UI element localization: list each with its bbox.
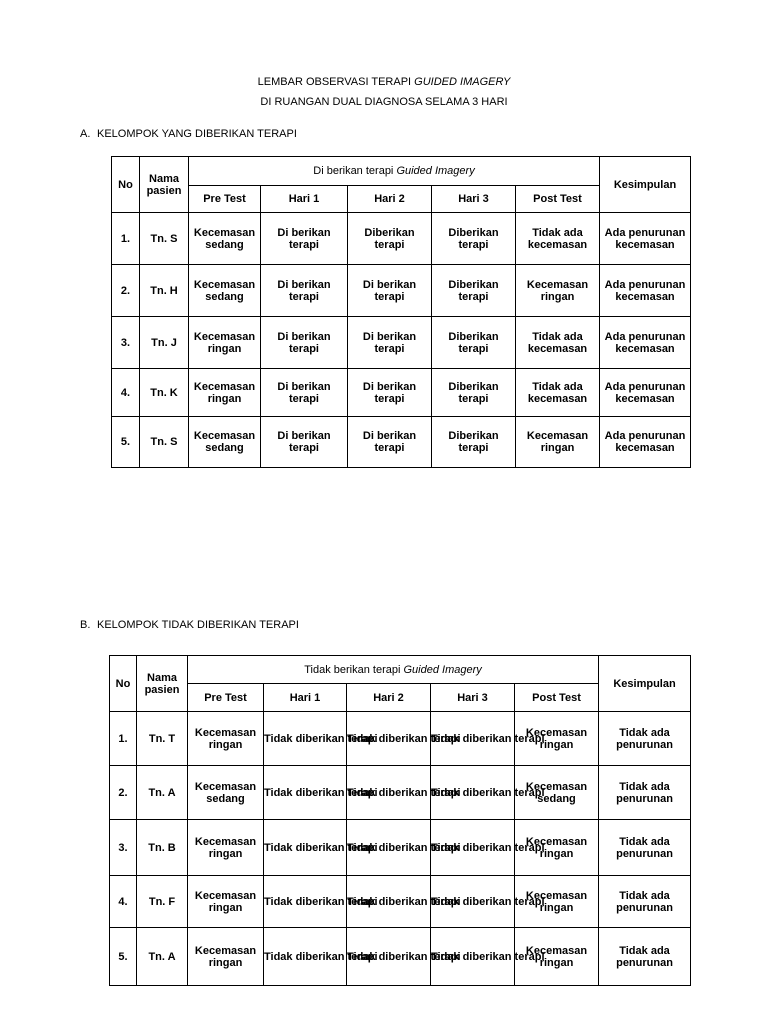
table-row — [112, 213, 691, 265]
header-hari-1: Hari 1 — [264, 684, 347, 712]
section-b-letter: B. — [80, 619, 91, 631]
cell-no: 3. — [110, 820, 137, 876]
section-b-heading — [80, 619, 299, 631]
cell-hari-2: Diberikan terapi — [348, 213, 432, 265]
cell-kesimpulan: Ada penurunan kecemasan — [600, 417, 691, 468]
table-row — [110, 876, 691, 928]
header-no: No — [110, 656, 137, 712]
header-hari-1: Hari 1 — [261, 186, 348, 213]
cell-post-test: Tidak ada kecemasan — [516, 369, 600, 417]
cell-kesimpulan: Tidak ada penurunan — [599, 928, 691, 986]
cell-hari-3: Tidak diberikan terapi — [431, 820, 515, 876]
group-italic: Guided Imagery — [403, 663, 482, 676]
header-hari-2: Hari 2 — [348, 186, 432, 213]
cell-pre-test: Kecemasan ringan — [189, 317, 261, 369]
cell-hari-3: Diberikan terapi — [432, 369, 516, 417]
cell-nama: Tn. H — [140, 265, 189, 317]
cell-hari-1: Di berikan terapi — [261, 369, 348, 417]
cell-hari-2: Tidak diberikan terapi — [347, 876, 431, 928]
group-italic: Guided Imagery — [396, 165, 475, 177]
cell-hari-3: Tidak diberikan terapi — [431, 712, 515, 766]
table-row — [110, 928, 691, 986]
cell-post-test: Kecemasan ringan — [516, 265, 600, 317]
table-row — [110, 766, 691, 820]
cell-pre-test: Kecemasan ringan — [188, 876, 264, 928]
title-prefix: LEMBAR OBSERVASI TERAPI — [257, 76, 412, 88]
cell-pre-test: Kecemasan ringan — [188, 820, 264, 876]
cell-hari-2: Tidak diberikan terapi — [347, 928, 431, 986]
cell-hari-2: Tidak diberikan terapi — [347, 766, 431, 820]
cell-hari-1: Tidak diberikan terapi — [264, 766, 347, 820]
cell-no: 2. — [112, 265, 140, 317]
header-nama: Nama pasien — [140, 157, 189, 213]
header-kesimpulan: Kesimpulan — [599, 656, 691, 712]
cell-pre-test: Kecemasan ringan — [188, 712, 264, 766]
cell-no: 1. — [112, 213, 140, 265]
cell-kesimpulan: Tidak ada penurunan — [599, 876, 691, 928]
cell-post-test: Kecemasan ringan — [516, 417, 600, 468]
table-row — [110, 820, 691, 876]
cell-hari-2: Tidak diberikan terapi — [347, 820, 431, 876]
table-row — [112, 317, 691, 369]
section-b-title: KELOMPOK TIDAK DIBERIKAN TERAPI — [97, 619, 299, 631]
cell-hari-2: Di berikan terapi — [348, 317, 432, 369]
cell-no: 5. — [110, 928, 137, 986]
header-nama: Nama pasien — [137, 656, 188, 712]
section-a-title: KELOMPOK YANG DIBERIKAN TERAPI — [97, 128, 297, 140]
section-a-heading — [80, 128, 297, 140]
cell-post-test: Tidak ada kecemasan — [516, 317, 600, 369]
cell-hari-1: Di berikan terapi — [261, 213, 348, 265]
cell-pre-test: Kecemasan sedang — [189, 417, 261, 468]
cell-hari-2: Di berikan terapi — [348, 417, 432, 468]
cell-kesimpulan: Tidak ada penurunan — [599, 766, 691, 820]
table-row — [112, 265, 691, 317]
cell-hari-2: Di berikan terapi — [348, 369, 432, 417]
cell-hari-3: Diberikan terapi — [432, 317, 516, 369]
cell-nama: Tn. S — [140, 417, 189, 468]
cell-pre-test: Kecemasan ringan — [188, 928, 264, 986]
cell-post-test: Kecemasan ringan — [515, 712, 599, 766]
cell-post-test: Kecemasan ringan — [515, 928, 599, 986]
title-italic: GUIDED IMAGERY — [414, 76, 511, 88]
cell-kesimpulan: Ada penurunan kecemasan — [600, 213, 691, 265]
cell-hari-1: Tidak diberikan terapi — [264, 928, 347, 986]
cell-pre-test: Kecemasan sedang — [188, 766, 264, 820]
table-row — [110, 712, 691, 766]
section-a-letter: A. — [80, 128, 91, 140]
cell-nama: Tn. K — [140, 369, 189, 417]
cell-hari-3: Diberikan terapi — [432, 417, 516, 468]
cell-kesimpulan: Ada penurunan kecemasan — [600, 317, 691, 369]
header-hari-3: Hari 3 — [432, 186, 516, 213]
cell-nama: Tn. B — [137, 820, 188, 876]
cell-hari-1: Di berikan terapi — [261, 417, 348, 468]
header-post-test: Post Test — [516, 186, 600, 213]
header-hari-2: Hari 2 — [347, 684, 431, 712]
cell-kesimpulan: Tidak ada penurunan — [599, 712, 691, 766]
cell-kesimpulan: Ada penurunan kecemasan — [600, 369, 691, 417]
header-group — [188, 656, 599, 684]
cell-kesimpulan: Ada penurunan kecemasan — [600, 265, 691, 317]
cell-nama: Tn. F — [137, 876, 188, 928]
cell-hari-3: Tidak diberikan terapi — [431, 876, 515, 928]
table-row — [112, 369, 691, 417]
cell-hari-3: Diberikan terapi — [432, 265, 516, 317]
cell-no: 5. — [112, 417, 140, 468]
header-hari-3: Hari 3 — [431, 684, 515, 712]
cell-no: 4. — [110, 876, 137, 928]
table-row — [112, 417, 691, 468]
cell-hari-2: Tidak diberikan terapi — [347, 712, 431, 766]
header-pre-test: Pre Test — [188, 684, 264, 712]
cell-no: 2. — [110, 766, 137, 820]
header-post-test: Post Test — [515, 684, 599, 712]
document-title-line1 — [0, 76, 768, 88]
cell-nama: Tn. A — [137, 766, 188, 820]
group-prefix: Di berikan terapi — [313, 165, 394, 177]
header-no: No — [112, 157, 140, 213]
cell-pre-test: Kecemasan ringan — [189, 369, 261, 417]
cell-hari-2: Di berikan terapi — [348, 265, 432, 317]
cell-post-test: Tidak ada kecemasan — [516, 213, 600, 265]
cell-hari-1: Di berikan terapi — [261, 317, 348, 369]
header-group — [189, 157, 600, 186]
cell-nama: Tn. T — [137, 712, 188, 766]
cell-hari-3: Diberikan terapi — [432, 213, 516, 265]
table-treatment-group — [111, 156, 691, 468]
cell-hari-1: Tidak diberikan terapi — [264, 876, 347, 928]
cell-nama: Tn. J — [140, 317, 189, 369]
cell-hari-1: Tidak diberikan terapi — [264, 712, 347, 766]
cell-hari-3: Tidak diberikan terapi — [431, 928, 515, 986]
cell-hari-1: Tidak diberikan terapi — [264, 820, 347, 876]
table-control-group — [109, 655, 691, 986]
cell-no: 4. — [112, 369, 140, 417]
cell-nama: Tn. S — [140, 213, 189, 265]
cell-post-test: Kecemasan sedang — [515, 766, 599, 820]
group-prefix: Tidak berikan terapi — [304, 663, 401, 676]
cell-no: 1. — [110, 712, 137, 766]
cell-pre-test: Kecemasan sedang — [189, 265, 261, 317]
cell-post-test: Kecemasan ringan — [515, 820, 599, 876]
cell-post-test: Kecemasan ringan — [515, 876, 599, 928]
cell-nama: Tn. A — [137, 928, 188, 986]
header-kesimpulan: Kesimpulan — [600, 157, 691, 213]
cell-pre-test: Kecemasan sedang — [189, 213, 261, 265]
header-pre-test: Pre Test — [189, 186, 261, 213]
cell-hari-3: Tidak diberikan terapi — [431, 766, 515, 820]
cell-hari-1: Di berikan terapi — [261, 265, 348, 317]
document-title-line2: DI RUANGAN DUAL DIAGNOSA SELAMA 3 HARI — [260, 96, 508, 108]
cell-no: 3. — [112, 317, 140, 369]
cell-kesimpulan: Tidak ada penurunan — [599, 820, 691, 876]
